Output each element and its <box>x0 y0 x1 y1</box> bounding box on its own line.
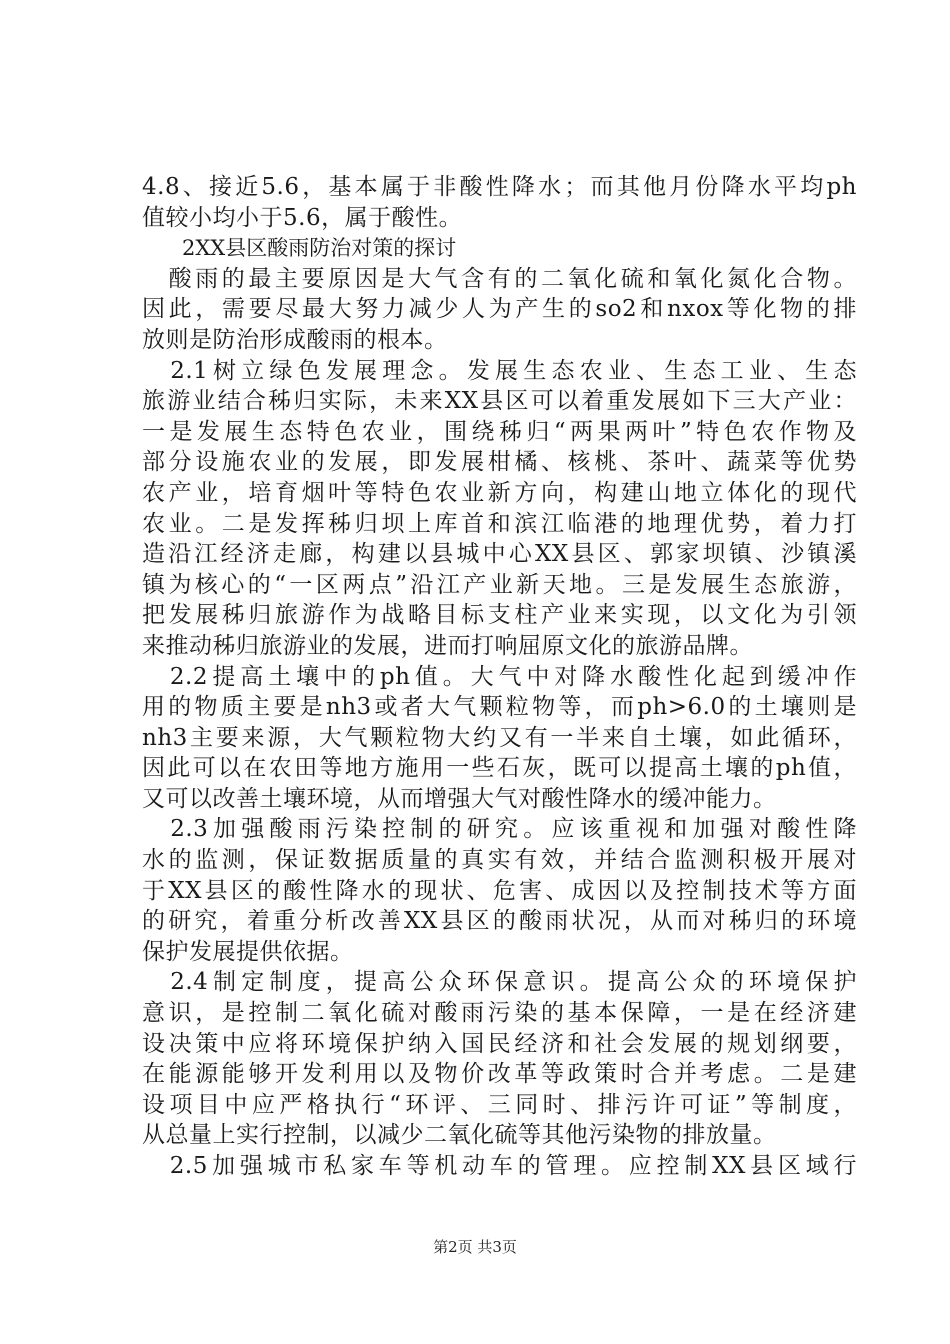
text-line: 旅游业结合秭归实际，未来XX县区可以着重发展如下三大产业： <box>142 388 857 415</box>
section-heading: 2XX县区酸雨防治对策的探讨 <box>182 236 457 261</box>
text-line: 于XX县区的酸性降水的现状、危害、成因以及控制技术等方面 <box>142 877 857 904</box>
text-line: 因此可以在农田等地方施用一些石灰，既可以提高土壤的ph值， <box>142 755 857 782</box>
page-number-footer: 第2页 共3页 <box>433 1238 517 1256</box>
text-line: 从总量上实行控制，以减少二氧化硫等其他污染物的排放量。 <box>142 1122 777 1149</box>
text-line: 又可以改善土壤环境，从而增强大气对酸性降水的缓冲能力。 <box>142 785 777 812</box>
text-line: 保护发展提供依据。 <box>142 938 354 965</box>
text-line: 放则是防治形成酸雨的根本。 <box>142 326 448 353</box>
text-line: 来推动秭归旅游业的发展，进而打响屈原文化的旅游品牌。 <box>142 632 753 659</box>
text-line: 意识，是控制二氧化硫对酸雨污染的基本保障，一是在经济建 <box>142 1000 857 1027</box>
document-body <box>142 172 857 1182</box>
text-line: 2.2提高土壤中的ph值。大气中对降水酸性化起到缓冲作 <box>142 663 857 690</box>
text-line: 2.1树立绿色发展理念。发展生态农业、生态工业、生态 <box>142 357 857 384</box>
text-line: 把发展秭归旅游作为战略目标支柱产业来实现，以文化为引领 <box>142 602 857 629</box>
text-line: 2.5加强城市私家车等机动车的管理。应控制XX县区域行 <box>142 1153 857 1179</box>
text-line: 值较小均小于5.6，属于酸性。 <box>142 204 463 231</box>
text-line: nh3主要来源，大气颗粒物大约又有一半来自土壤，如此循环， <box>142 724 857 751</box>
text-line: 镇为核心的“一区两点”沿江产业新天地。三是发展生态旅游， <box>142 571 857 598</box>
text-line: 2.3加强酸雨污染控制的研究。应该重视和加强对酸性降 <box>142 816 857 843</box>
text-line: 水的监测，保证数据质量的真实有效，并结合监测积极开展对 <box>142 847 857 874</box>
text-line: 农产业，培育烟叶等特色农业新方向，构建山地立体化的现代 <box>142 479 857 506</box>
text-line: 用的物质主要是nh3或者大气颗粒物等，而ph>6.0的土壤则是 <box>142 694 857 721</box>
text-line: 的研究，着重分析改善XX县区的酸雨状况，从而对秭归的环境 <box>142 908 857 935</box>
text-line: 农业。二是发挥秭归坝上库首和滨江临港的地理优势，着力打 <box>142 510 857 537</box>
text-line: 设决策中应将环境保护纳入国民经济和社会发展的规划纲要， <box>142 1030 857 1057</box>
text-line: 酸雨的最主要原因是大气含有的二氧化硫和氧化氮化合物。 <box>142 265 857 292</box>
text-line: 2.4制定制度，提高公众环保意识。提高公众的环境保护 <box>142 969 857 996</box>
text-line: 部分设施农业的发展，即发展柑橘、核桃、茶叶、蔬菜等优势 <box>142 449 857 476</box>
text-line: 造沿江经济走廊，构建以县城中心XX县区、郭家坝镇、沙镇溪 <box>142 541 857 568</box>
text-line: 4.8、接近5.6，基本属于非酸性降水；而其他月份降水平均ph <box>142 174 857 200</box>
text-line: 因此，需要尽最大努力减少人为产生的so2和nxox等化物的排 <box>142 296 857 323</box>
text-line: 设项目中应严格执行“环评、三同时、排污许可证”等制度， <box>142 1091 857 1118</box>
text-line: 在能源能够开发利用以及物价改革等政策时合并考虑。二是建 <box>142 1061 857 1088</box>
text-line: 一是发展生态特色农业，围绕秭归“两果两叶”特色农作物及 <box>142 418 857 445</box>
